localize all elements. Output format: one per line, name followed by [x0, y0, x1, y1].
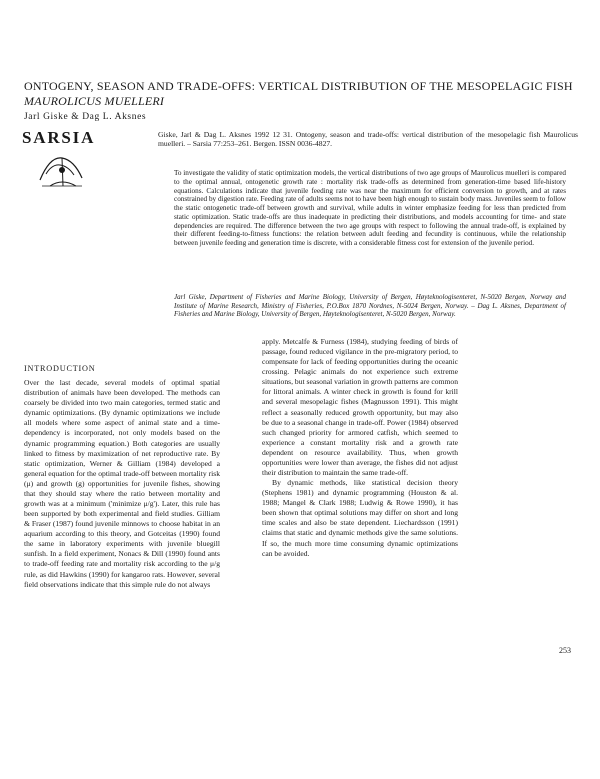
section-heading-introduction: INTRODUCTION: [24, 364, 96, 373]
paragraph: apply. Metcalfe & Furness (1984), studying feeding of birds of passage, found reduced vigilance in the pre-migratory period, to compensate for lack of feeding opportunities during the oceanic crossing. Pelagic animals do not experience such extreme situations, but seasonal variation in growth patterns are common for littoral animals. A winter check in growth is found for krill and several mesopelagic fishes (Magnusson 1991). This might reflect a seasonally reduced growth opportunity, but may also be due to a seasonal change in trade-off. Power (1984) observed such changed priority for armored catfish, which seemed to experience a constant mortality risk and a growth rate dependent on resource availability. Thus, when growth opportunities were lower than average, the fishes did not adjust their distribution to maintain the same trade-off.: [262, 337, 458, 478]
page-number: 253: [559, 646, 571, 655]
abstract: To investigate the validity of static optimization models, the vertical distributions of two age groups of Maurolicus muelleri is compared to the optimal annual, ontogenetic growth rate : mortality risk trade-offs as determined from generation-time based life-history equations. Calculations indicate that juvenile feeding rate was near the maximum for efficient conversion to growth, and at rates constrained by digestion rate. Feeding rate of adults seems not to have been high enough to sustain body mass. Juveniles seem to follow the static ontogenetic trade-off between growth and survival, while adults in winter emphasize feeding for less than predicted from static optimization. Static trade-offs are thus inadequate in predicting their distributions, and models accounting for time- and state dependencies are required. The difference between the two age groups with respect to following the annual trade-off, is explained by their different feeding-to-fitness functions: the relation between adult feeding and fecundity is continuous, while the relationship between juvenile feeding and generation time is discrete, with a considerable fitness cost for extension of the juvenile period.: [174, 169, 566, 247]
article-title: [24, 79, 580, 109]
paragraph: By dynamic methods, like statistical decision theory (Stephens 1981) and dynamic programming (Houston & al. 1988; Mangel & Clark 1988; Ludwig & Rowe 1990), it has been shown that optimal solutions may differ on short and long time scales and also be state dependent. Liechardsson (1991) claims that static and dynamic methods give the same solutions. If so, the much more time consuming dynamic optimizations can be avoided.: [262, 478, 458, 558]
paragraph: Over the last decade, several models of optimal spatial distribution of animals have been developed. The methods can coarsely be divided into two main categories, termed static and dynamic optimizations. (By dynamic optimizations we include all models where some aspect of animal state and a time-dependency is incorporated, not only models based on the dynamic programming equation.) Both categories are usually linked to fitness by maximization of net reproductive rate. By static optimization, Werner & Gilliam (1984) developed a general equation for the optimal trade-off between mortality risk (μ) and growth (g) opportunities for juvenile fishes, showing that they should stay where the ratio between mortality and growth was at a minimum ('minimize μ/g'). Later, this rule has been supported by both experimental and field studies. Gilliam & Fraser (1987) found juvenile minnows to choose habitat in an aquarium according to this theory, and Gotceitas (1990) found the same in laboratory experiments with juvenile bluegill sunfish. In a field experiment, Nonacs & Dill (1990) found ants to trade-off feeding rate and mortality risk according to the μ/g rule, as did Hawkins (1990) for kangaroo rats. However, several field observations indicate that this simple rule do not always: [24, 378, 220, 589]
article-title-species: MAUROLICUS MUELLERI: [24, 94, 165, 108]
right-column: [262, 337, 458, 559]
sarsia-logo-icon: [36, 150, 88, 190]
article-title-main: ONTOGENY, SEASON AND TRADE-OFFS: VERTICAL DISTRIBUTION OF THE MESOPELAGIC FISH: [24, 79, 573, 93]
article-authors: Jarl Giske & Dag L. Aksnes: [24, 112, 147, 122]
journal-name: SARSIA: [22, 128, 96, 147]
citation: Giske, Jarl & Dag L. Aksnes 1992 12 31. Ontogeny, season and trade-offs: vertical distribution of the mesopelagic fish Maurolicus muelleri. – Sarsia 77:253–261. Bergen. ISSN 0036-4827.: [158, 130, 578, 149]
author-affiliations: Jarl Giske, Department of Fisheries and Marine Biology, University of Bergen, Høyteknologisenteret, N-5020 Bergen, Norway and Institute of Marine Research, Ministry of Fisheries, P.O.Box 1870 Nordnes, N-5024 Bergen, Norway. – Dag L. Aksnes, Department of Fisheries and Marine Biology, University of Bergen, Høyteknologisenteret, N-5020 Bergen, Norway.: [174, 293, 566, 319]
left-column: [24, 364, 220, 590]
